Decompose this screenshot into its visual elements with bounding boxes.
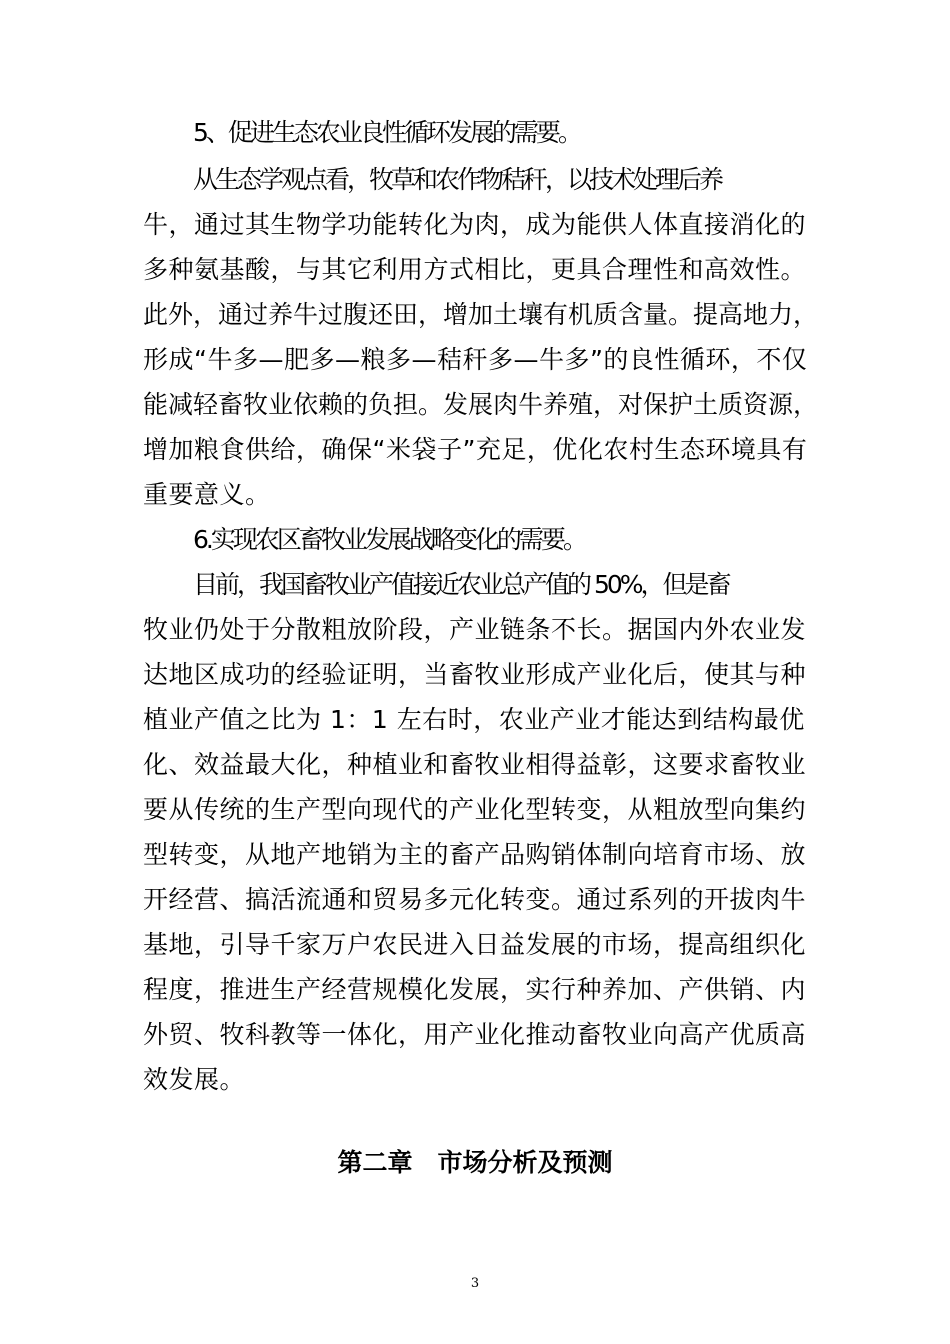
paragraph-line: 植业产值之比为 1：1 左右时，农业产业才能达到结构最优: [143, 705, 805, 734]
paragraph-line: 多种氨基酸，与其它利用方式相比，更具合理性和高效性。: [143, 255, 807, 284]
paragraph-line: 重要意义。: [143, 480, 271, 509]
paragraph-line: 目前，我国畜牧业产值接近农业总产值的 50%，但是畜: [193, 570, 729, 599]
paragraph-line: 增加粮食供给，确保“米袋子”充足，优化农村生态环境具有: [143, 435, 808, 464]
paragraph-line: 开经营、搞活流通和贸易多元化转变。通过系列的开拔肉牛: [143, 885, 807, 914]
paragraph-line: 化、效益最大化，种植业和畜牧业相得益彰，这要求畜牧业: [143, 750, 807, 779]
section-heading-6: 6.实现农区畜牧业发展战略变化的需要。: [193, 525, 585, 554]
paragraph-line: 要从传统的生产型向现代的产业化型转变，从粗放型向集约: [143, 795, 807, 824]
paragraph-line: 基地，引导千家万户农民进入日益发展的市场，提高组织化: [143, 930, 807, 959]
paragraph-line: 程度，推进生产经营规模化发展，实行种养加、产供销、内: [143, 975, 807, 1004]
paragraph-line: 牛，通过其生物学功能转化为肉，成为能供人体直接消化的: [143, 210, 807, 239]
paragraph-line: 达地区成功的经验证明，当畜牧业形成产业化后，使其与种: [143, 660, 807, 689]
paragraph-line: 外贸、牧科教等一体化，用产业化推动畜牧业向高产优质高: [143, 1020, 807, 1049]
chapter-title: 第二章 市场分析及预测: [337, 1148, 613, 1177]
paragraph-line: 型转变，从地产地销为主的畜产品购销体制向培育市场、放: [143, 840, 807, 869]
paragraph-line: 从生态学观点看，牧草和农作物秸秆，以技术处理后养: [193, 165, 722, 194]
section-heading-5: 5、促进生态农业良性循环发展的需要。: [193, 118, 580, 147]
paragraph-line: 效发展。: [143, 1065, 246, 1094]
paragraph-line: 此外，通过养牛过腹还田，增加土壤有机质含量。提高地力，: [143, 300, 819, 329]
page-number: 3: [470, 1276, 480, 1291]
paragraph-line: 牧业仍处于分散粗放阶段，产业链条不长。据国内外农业发: [143, 615, 807, 644]
paragraph-line: 能减轻畜牧业依赖的负担。发展肉牛养殖，对保护土质资源，: [143, 390, 819, 419]
paragraph-line: 形成“牛多—肥多—粮多—秸秆多—牛多”的良性循环，不仅: [143, 345, 808, 374]
